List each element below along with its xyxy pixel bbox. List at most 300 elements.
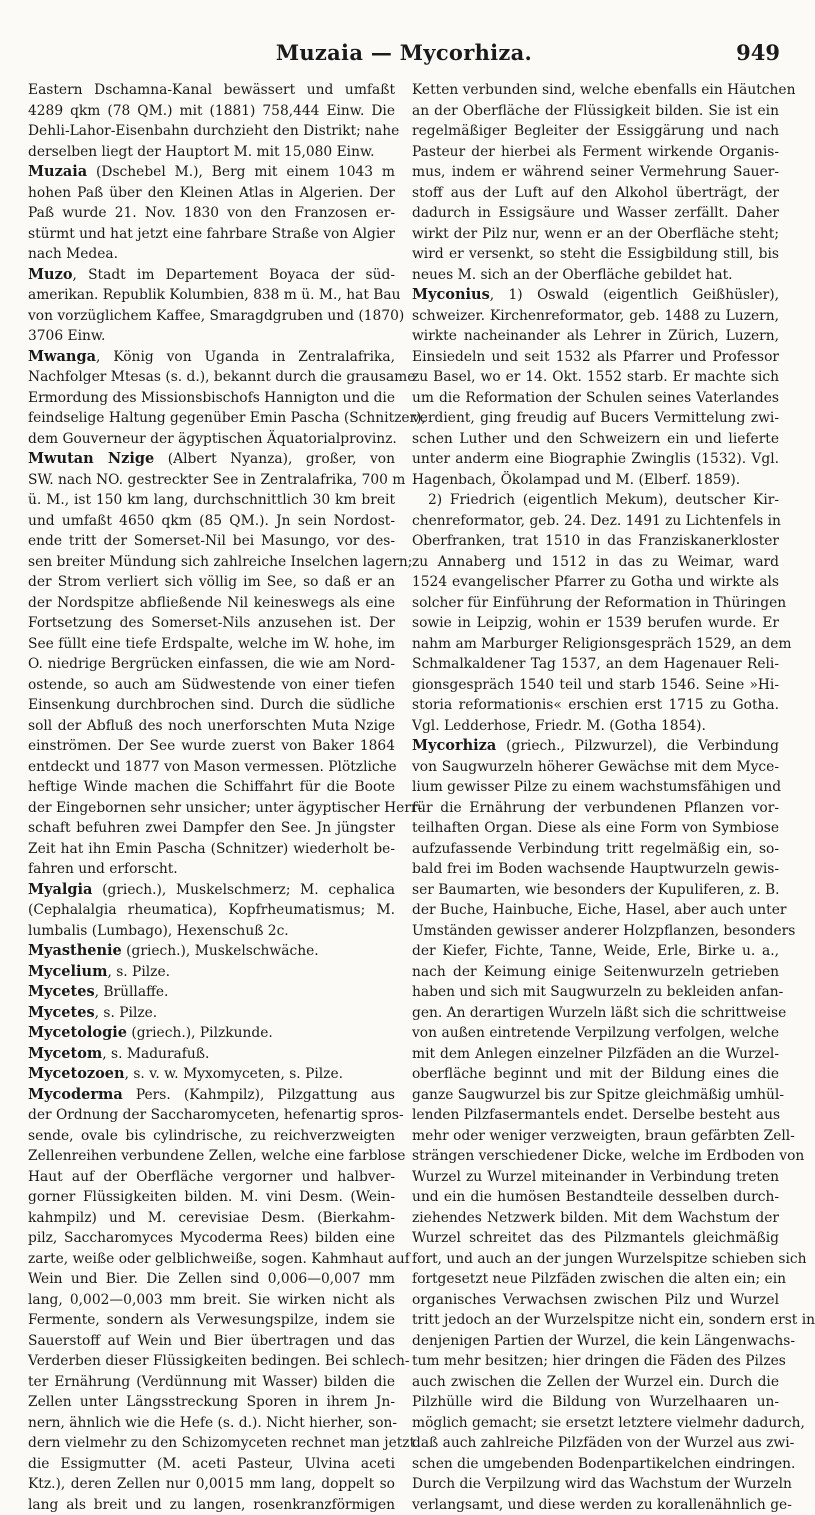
text-line <box>412 244 779 265</box>
text-line <box>412 1064 779 1085</box>
line-text: Ermordung des Missionsbischofs Hannigton und die <box>28 390 395 406</box>
text-line <box>412 593 779 614</box>
text-line <box>28 203 395 224</box>
line-text: von Saugwurzeln höherer Gewächse mit dem Myce- <box>412 759 779 775</box>
text-line <box>28 634 395 655</box>
line-text: Wein und Bier. Die Zellen sind 0,006—0,007 mm <box>28 1271 395 1287</box>
line-text: Sauerstoff auf Wein und Bier übertragen und das <box>28 1333 395 1349</box>
line-text: , s. v. w. Myxomyceten, s. Pilze. <box>125 1066 343 1082</box>
text-line <box>28 142 395 163</box>
text-line <box>412 1126 779 1147</box>
line-text: der Strom verliert sich völlig im See, so daß er an <box>28 574 395 590</box>
line-text: aufzufassende Verbindung tritt regelmäßig ein, so- <box>412 841 779 857</box>
text-line <box>28 572 395 593</box>
text-line <box>412 326 779 347</box>
text-line <box>412 777 779 798</box>
text-line <box>28 326 395 347</box>
line-text: 4289 qkm (78 QM.) mit (1881) 758,444 Einw. Die <box>28 103 395 119</box>
text-line <box>28 408 395 429</box>
line-text: storia reformationis« erschien erst 1715 zu Gotha. <box>412 697 779 713</box>
text-line <box>412 429 779 450</box>
line-text: möglich gemacht; sie ersetzt letztere vielmehr dadurch, <box>412 1415 805 1431</box>
line-text: lang als breit und zu langen, rosenkranzförmigen <box>28 1497 395 1513</box>
line-text: Pasteur der hierbei als Ferment wirkende Organis- <box>412 144 779 160</box>
text-line <box>28 593 395 614</box>
line-text: Oberfranken, trat 1510 in das Franziskanerkloster <box>412 533 779 549</box>
entry-headword: Mycetologie <box>28 1024 127 1041</box>
text-line <box>412 1413 779 1434</box>
page-number: 949 <box>736 40 780 65</box>
text-line <box>412 572 779 593</box>
text-line <box>28 1146 395 1167</box>
line-text: an der Oberfläche der Flüssigkeit bilden. Sie ist ein <box>412 103 779 119</box>
line-text: Umständen gewisser anderer Holzpflanzen, besonders <box>412 923 795 939</box>
entry-headword: Mycetozoen <box>28 1065 125 1082</box>
text-line <box>28 839 395 860</box>
text-line <box>28 757 395 778</box>
line-text: sen breiter Mündung sich zahlreiche Inselchen lagern; <box>28 554 412 570</box>
entry-headword: Mycetes <box>28 1004 95 1021</box>
line-text: zu Basel, wo er 14. Okt. 1552 starb. Er machte sich <box>412 369 779 385</box>
text-line <box>28 1290 395 1311</box>
text-line <box>412 1085 779 1106</box>
line-text: mehr oder weniger verzweigten, braun gefärbten Zell- <box>412 1128 795 1144</box>
text-line <box>28 1208 395 1229</box>
text-line <box>28 695 395 716</box>
right-column <box>412 80 779 1270</box>
text-line <box>28 1064 395 1085</box>
line-text: , König von Uganda in Zentralafrika, <box>96 349 395 365</box>
text-line <box>412 203 779 224</box>
text-line <box>412 80 779 101</box>
text-line <box>412 1249 779 1270</box>
line-text: ostende, so auch am Südwestende von einer tiefen <box>28 677 395 693</box>
line-text: feindselige Haltung gegenüber Emin Pascha (Schnitzer), <box>28 410 426 426</box>
line-text: nach Medea. <box>28 246 118 262</box>
line-text: Zellenreihen verbundene Zellen, welche eine farblose <box>28 1148 405 1164</box>
text-line <box>412 859 779 880</box>
line-text: (Cephalalgia rheumatica), Kopfrheumatismus; M. <box>28 902 395 918</box>
line-text: tum mehr besitzen; hier dringen die Fäden des Pilzes <box>412 1353 786 1369</box>
text-line <box>28 511 395 532</box>
line-text: sende, ovale bis cylindrische, zu reichverzweigten <box>28 1128 395 1144</box>
line-text: SW. nach NO. gestreckter See in Zentralafrika, 700 m <box>28 472 405 488</box>
text-line <box>28 1187 395 1208</box>
left-column <box>28 80 395 1270</box>
text-line <box>28 962 395 983</box>
line-text: mus, indem er während seiner Vermehrung Sauer- <box>412 164 779 180</box>
line-text: , Brüllaffe. <box>95 984 169 1000</box>
line-text: schen Luther und den Schweizern ein und lieferte <box>412 431 779 447</box>
text-line <box>412 900 779 921</box>
line-text: derselben liegt der Hauptort M. mit 15,080 Einw. <box>28 144 375 160</box>
line-text: bald frei im Boden wachsende Hauptwurzeln gewis- <box>412 861 779 877</box>
text-line <box>412 1290 779 1311</box>
text-line <box>28 859 395 880</box>
text-line <box>28 1331 395 1352</box>
entry-headword: Mycelium <box>28 963 107 980</box>
line-text: amerikan. Republik Kolumbien, 838 m ü. M., hat Bau <box>28 287 401 303</box>
line-text: Wurzel schreitet das des Pilzmantels gleichmäßig <box>412 1230 779 1246</box>
text-line <box>28 1454 395 1475</box>
text-line <box>28 1249 395 1270</box>
line-text: lium gewisser Pilze zu einem wachstumsfähigen und <box>412 779 781 795</box>
text-line <box>28 798 395 819</box>
line-text: schen die umgebenden Bodenpartikelchen eindringen. <box>412 1456 795 1472</box>
entry-headword: Myconius <box>412 286 490 303</box>
line-text: Zeit hat ihn Emin Pascha (Schnitzer) wiederholt be- <box>28 841 395 857</box>
line-text: stoff aus der Luft auf den Alkohol überträgt, der <box>412 185 779 201</box>
text-line <box>412 1454 779 1475</box>
text-line <box>28 1228 395 1249</box>
entry-headword: Myasthenie <box>28 942 122 959</box>
line-text: O. niedrige Bergrücken einfassen, die wie am Nord- <box>28 656 395 672</box>
text-line <box>412 757 779 778</box>
line-text: neues M. sich an der Oberfläche gebildet hat. <box>412 267 733 283</box>
line-text: Zellen unter Längsstreckung Sporen in ihrem Jn- <box>28 1394 395 1410</box>
entry-headword: Mycetes <box>28 983 95 1000</box>
line-text: stürmt und hat jetzt eine fahrbare Straße von Algier <box>28 226 395 242</box>
text-line <box>412 818 779 839</box>
text-line <box>412 1023 779 1044</box>
text-line <box>28 367 395 388</box>
line-text: ü. M., ist 150 km lang, durchschnittlich 30 km breit <box>28 492 395 508</box>
text-line <box>412 511 779 532</box>
entry-headword: Mycoderma <box>28 1086 123 1103</box>
line-text: strängen verschiedener Dicke, welche im Erdboden von <box>412 1148 804 1164</box>
text-line <box>412 1351 779 1372</box>
line-text: gorner Flüssigkeiten bilden. M. vini Desm. (Wein- <box>28 1189 395 1205</box>
text-columns <box>28 80 780 1270</box>
line-text: Eastern Dschamna-Kanal bewässert und umfaßt <box>28 82 395 98</box>
line-text: oberfläche beginnt und mit der Bildung eines die <box>412 1066 779 1082</box>
text-line <box>28 449 395 470</box>
line-text: 2) Friedrich (eigentlich Mekum), deutscher Kir- <box>428 492 779 508</box>
text-line <box>412 1146 779 1167</box>
line-text: , s. Pilze. <box>107 964 170 980</box>
text-line <box>412 367 779 388</box>
text-line <box>28 552 395 573</box>
text-line <box>28 1433 395 1454</box>
line-text: tritt jedoch an der Wurzelspitze nicht ein, sondern erst in <box>412 1312 815 1328</box>
line-text: nern, ähnlich wie die Hefe (s. d.). Nicht hierher, son- <box>28 1415 397 1431</box>
text-line <box>28 1310 395 1331</box>
text-line <box>28 490 395 511</box>
line-text: (Dschebel M.), Berg mit einem 1043 m <box>87 164 395 180</box>
text-line <box>28 1167 395 1188</box>
line-text: zu Annaberg und 1512 in das zu Weimar, ward <box>412 554 779 570</box>
line-text: wirkte nacheinander als Lehrer in Zürich, Luzern, <box>412 328 779 344</box>
text-line <box>28 1023 395 1044</box>
line-text: wirkt der Pilz nur, wenn er an der Oberfläche steht; <box>412 226 779 242</box>
line-text: Schmalkaldener Tag 1537, an dem Hagenauer Reli- <box>412 656 779 672</box>
text-line <box>412 162 779 183</box>
line-text: Fortsetzung des Somerset-Nils anzusehen ist. Der <box>28 615 395 631</box>
line-text: See füllt eine tiefe Erdspalte, welche im W. hohe, im <box>28 636 395 652</box>
line-text: zarte, weiße oder gelblichweiße, sogen. Kahmhaut auf <box>28 1251 410 1267</box>
text-line <box>412 1310 779 1331</box>
line-text: lang, 0,002—0,003 mm breit. Sie wirken nicht als <box>28 1292 395 1308</box>
line-text: dem Gouverneur der ägyptischen Äquatorialprovinz. <box>28 431 397 447</box>
line-text: Fermente, sondern als Verwesungspilze, indem sie <box>28 1312 395 1328</box>
line-text: Dehli-Lahor-Eisenbahn durchzieht den Distrikt; nahe <box>28 123 399 139</box>
text-line <box>28 1003 395 1024</box>
line-text: daß auch zahlreiche Pilzfäden von der Wurzel aus zwi- <box>412 1435 794 1451</box>
text-line <box>28 1413 395 1434</box>
entry-headword: Mwutan Nzige <box>28 450 154 467</box>
line-text: für die Ernährung der verbundenen Pflanzen vor- <box>412 800 779 816</box>
text-line <box>412 1208 779 1229</box>
line-text: lumbalis (Lumbago), Hexenschuß 2c. <box>28 923 289 939</box>
text-line <box>28 224 395 245</box>
line-text: 1524 evangelischer Pfarrer zu Gotha und wirkte als <box>412 574 779 590</box>
line-text: denjenigen Partien der Wurzel, die kein Längenwachs- <box>412 1333 795 1349</box>
text-line <box>412 552 779 573</box>
line-text: dern vielmehr zu den Schizomyceten rechnet man jetzt <box>28 1435 415 1451</box>
line-text: wird er versenkt, so steht die Essigbildung still, bis <box>412 246 779 262</box>
text-line <box>28 162 395 183</box>
line-text: (griech.), Pilzkunde. <box>127 1025 273 1041</box>
line-text: unter anderm eine Biographie Zwinglis (1532). Vgl. <box>412 451 779 467</box>
text-line <box>412 347 779 368</box>
text-line <box>412 654 779 675</box>
line-text: , Stadt im Departement Boyaca der süd- <box>73 267 396 283</box>
line-text: der Kiefer, Fichte, Tanne, Weide, Erle, Birke u. a., <box>412 943 779 959</box>
line-text: hohen Paß über den Kleinen Atlas in Algerien. Der <box>28 185 395 201</box>
line-text: und umfaßt 4650 qkm (85 QM.). Jn sein Nordost- <box>28 513 395 529</box>
text-line <box>412 531 779 552</box>
text-line <box>28 1105 395 1126</box>
text-line <box>28 818 395 839</box>
line-text: auch zwischen die Zellen der Wurzel ein. Durch die <box>412 1374 779 1390</box>
text-line <box>28 654 395 675</box>
text-line <box>28 1269 395 1290</box>
line-text: entdeckt und 1877 von Mason vermessen. Plötzliche <box>28 759 397 775</box>
line-text: Einsenkung durchbrochen sind. Durch die südliche <box>28 697 395 713</box>
text-line <box>412 695 779 716</box>
text-line <box>412 1495 779 1515</box>
line-text: Wurzel zu Wurzel miteinander in Verbindung treten <box>412 1169 779 1185</box>
line-text: Pilzhülle wird die Bildung von Wurzelhaaren un- <box>412 1394 779 1410</box>
line-text: soll der Abfluß des noch unerforschten Muta Nzige <box>28 718 395 734</box>
line-text: Paß wurde 21. Nov. 1830 von den Franzosen er- <box>28 205 395 221</box>
text-line <box>412 1433 779 1454</box>
text-line <box>412 449 779 470</box>
text-line <box>412 1105 779 1126</box>
page-header <box>28 40 780 68</box>
line-text: Pers. (Kahmpilz), Pilzgattung aus <box>123 1087 395 1103</box>
line-text: der Nordspitze abfließende Nil keineswegs als eine <box>28 595 395 611</box>
text-line <box>28 183 395 204</box>
line-text: gen. An derartigen Wurzeln läßt sich die schrittweise <box>412 1005 786 1021</box>
text-line <box>412 1269 779 1290</box>
line-text: die Essigmutter (M. aceti Pasteur, Ulvina aceti <box>28 1456 395 1472</box>
text-line <box>412 1003 779 1024</box>
text-line <box>412 490 779 511</box>
text-line <box>412 962 779 983</box>
line-text: ter Ernährung (Verdünnung mit Wasser) bilden die <box>28 1374 395 1390</box>
text-line <box>412 183 779 204</box>
line-text: Einsiedeln und seit 1532 als Pfarrer und Professor <box>412 349 779 365</box>
line-text: einströmen. Der See wurde zuerst von Baker 1864 <box>28 738 395 754</box>
text-line <box>28 80 395 101</box>
text-line <box>28 265 395 286</box>
text-line <box>412 675 779 696</box>
line-text: Ketten verbunden sind, welche ebenfalls ein Häutchen <box>412 82 795 98</box>
entry-headword: Muzo <box>28 266 73 283</box>
line-text: verlangsamt, und diese werden zu korallenähnlich ge- <box>412 1497 792 1513</box>
text-line <box>412 306 779 327</box>
line-text: verdient, ging freudig auf Bucers Vermittelung zwi- <box>412 410 779 426</box>
running-head: Muzaia — Mycorhiza. <box>28 40 780 65</box>
text-line <box>28 470 395 491</box>
line-text: fahren und erforscht. <box>28 861 178 877</box>
text-line <box>412 388 779 409</box>
text-line <box>28 941 395 962</box>
text-line <box>412 1331 779 1352</box>
entry-headword: Mycetom <box>28 1045 102 1062</box>
line-text: fort, und auch an der jungen Wurzelspitze schieben sich <box>412 1251 807 1267</box>
text-line <box>412 634 779 655</box>
entry-headword: Mycorhiza <box>412 737 496 754</box>
line-text: kahmpilz) und M. cerevisiae Desm. (Bierkahm- <box>28 1210 395 1226</box>
text-line <box>412 142 779 163</box>
entry-headword: Muzaia <box>28 163 87 180</box>
line-text: der Buche, Hainbuche, Eiche, Hasel, aber auch unter <box>412 902 786 918</box>
text-line <box>28 1392 395 1413</box>
text-line <box>28 777 395 798</box>
line-text: 3706 Einw. <box>28 328 105 344</box>
text-line <box>28 736 395 757</box>
text-line <box>28 675 395 696</box>
text-line <box>28 101 395 122</box>
line-text: Haut auf der Oberfläche vergorner und halbver- <box>28 1169 395 1185</box>
text-line <box>412 285 779 306</box>
text-line <box>412 941 779 962</box>
text-line <box>412 613 779 634</box>
line-text: der Ordnung der Saccharomyceten, hefenartig spros- <box>28 1107 404 1123</box>
line-text: nahm am Marburger Religionsgespräch 1529, an dem <box>412 636 791 652</box>
line-text: ganze Saugwurzel bis zur Spitze gleichmäßig umhül- <box>412 1087 784 1103</box>
text-line <box>28 531 395 552</box>
text-line <box>412 798 779 819</box>
line-text: Durch die Verpilzung wird das Wachstum der Wurzeln <box>412 1476 792 1492</box>
line-text: (griech.), Muskelschwäche. <box>122 943 319 959</box>
line-text: lenden Pilzfasermantels endet. Derselbe besteht aus <box>412 1107 780 1123</box>
text-line <box>28 1126 395 1147</box>
text-line <box>412 265 779 286</box>
text-line <box>28 244 395 265</box>
text-line <box>28 1044 395 1065</box>
text-line <box>28 388 395 409</box>
text-line <box>28 1495 395 1515</box>
text-line <box>28 982 395 1003</box>
line-text: , s. Madurafuß. <box>102 1046 209 1062</box>
text-line <box>28 880 395 901</box>
line-text: ziehendes Netzwerk bilden. Mit dem Wachstum der <box>412 1210 779 1226</box>
line-text: von vorzüglichem Kaffee, Smaragdgruben und (1870) <box>28 308 404 324</box>
text-line <box>412 1228 779 1249</box>
line-text: nach der Keimung einige Seitenwurzeln getrieben <box>412 964 779 980</box>
text-line <box>28 613 395 634</box>
line-text: Nachfolger Mtesas (s. d.), bekannt durch die grausame <box>28 369 415 385</box>
line-text: (griech.), Muskelschmerz; M. cephalica <box>92 882 395 898</box>
line-text: regelmäßiger Begleiter der Essiggärung und nach <box>412 123 779 139</box>
line-text: Vgl. Ledderhose, Friedr. M. (Gotha 1854). <box>412 718 706 734</box>
line-text: dadurch in Essigsäure und Wasser zerfällt. Daher <box>412 205 779 221</box>
text-line <box>412 921 779 942</box>
line-text: Ktz.), deren Zellen nur 0,0015 mm lang, doppelt so <box>28 1476 395 1492</box>
text-line <box>412 470 779 491</box>
text-line <box>28 921 395 942</box>
line-text: sowie in Leipzig, wohin er 1539 berufen wurde. Er <box>412 615 779 631</box>
line-text: und ein die humösen Bestandteile desselben durch- <box>412 1189 779 1205</box>
line-text: schaft befuhren zwei Dampfer den See. Jn jüngster <box>28 820 395 836</box>
line-text: gionsgespräch 1540 teil und starb 1546. Seine »Hi- <box>412 677 779 693</box>
text-line <box>28 285 395 306</box>
line-text: pilz, Saccharomyces Mycoderma Rees) bilden eine <box>28 1230 395 1246</box>
text-line <box>412 408 779 429</box>
line-text: schweizer. Kirchenreformator, geb. 1488 zu Luzern, <box>412 308 779 324</box>
text-line <box>28 1474 395 1495</box>
text-line <box>28 716 395 737</box>
text-line <box>28 429 395 450</box>
text-line <box>28 347 395 368</box>
text-line <box>412 880 779 901</box>
line-text: chenreformator, geb. 24. Dez. 1491 zu Lichtenfels in <box>412 513 781 529</box>
text-line <box>412 224 779 245</box>
line-text: Hagenbach, Ökolampad und M. (Elberf. 1859). <box>412 472 740 488</box>
text-line <box>28 1351 395 1372</box>
line-text: fortgesetzt neue Pilzfäden zwischen die alten ein; ein <box>412 1271 786 1287</box>
line-text: der Eingebornen sehr unsicher; unter ägyptischer Herr- <box>28 800 422 816</box>
text-line <box>28 900 395 921</box>
text-line <box>412 121 779 142</box>
line-text: Verderben dieser Flüssigkeiten bedingen. Bei schlech- <box>28 1353 410 1369</box>
text-line <box>412 736 779 757</box>
line-text: (Albert Nyanza), großer, von <box>154 451 395 467</box>
text-line <box>28 121 395 142</box>
text-line <box>412 716 779 737</box>
text-line <box>412 1372 779 1393</box>
entry-headword: Mwanga <box>28 348 96 365</box>
line-text: , 1) Oswald (eigentlich Geißhüsler), <box>490 287 779 303</box>
text-line <box>412 982 779 1003</box>
text-line <box>412 1474 779 1495</box>
text-line <box>412 1187 779 1208</box>
text-line <box>412 1044 779 1065</box>
line-text: mit dem Anlegen einzelner Pilzfäden an die Wurzel- <box>412 1046 779 1062</box>
line-text: heftige Winde machen die Schiffahrt für die Boote <box>28 779 395 795</box>
line-text: organisches Verwachsen zwischen Pilz und Wurzel <box>412 1292 779 1308</box>
text-line <box>28 1085 395 1106</box>
text-line <box>412 1392 779 1413</box>
line-text: ser Baumarten, wie besonders der Kupuliferen, z. B. <box>412 882 780 898</box>
line-text: von außen eintretende Verpilzung verfolgen, welche <box>412 1025 779 1041</box>
line-text: (griech., Pilzwurzel), die Verbindung <box>496 738 779 754</box>
line-text: ende tritt der Somerset-Nil bei Masungo, vor des- <box>28 533 395 549</box>
line-text: teilhaften Organ. Diese als eine Form von Symbiose <box>412 820 779 836</box>
line-text: , s. Pilze. <box>95 1005 158 1021</box>
text-line <box>412 101 779 122</box>
line-text: haben und sich mit Saugwurzeln zu bekleiden anfan- <box>412 984 783 1000</box>
text-line <box>412 1167 779 1188</box>
text-line <box>28 306 395 327</box>
text-line <box>28 1372 395 1393</box>
line-text: um die Reformation der Schulen seines Vaterlandes <box>412 390 779 406</box>
line-text: solcher für Einführung der Reformation in Thüringen <box>412 595 786 611</box>
text-line <box>412 839 779 860</box>
